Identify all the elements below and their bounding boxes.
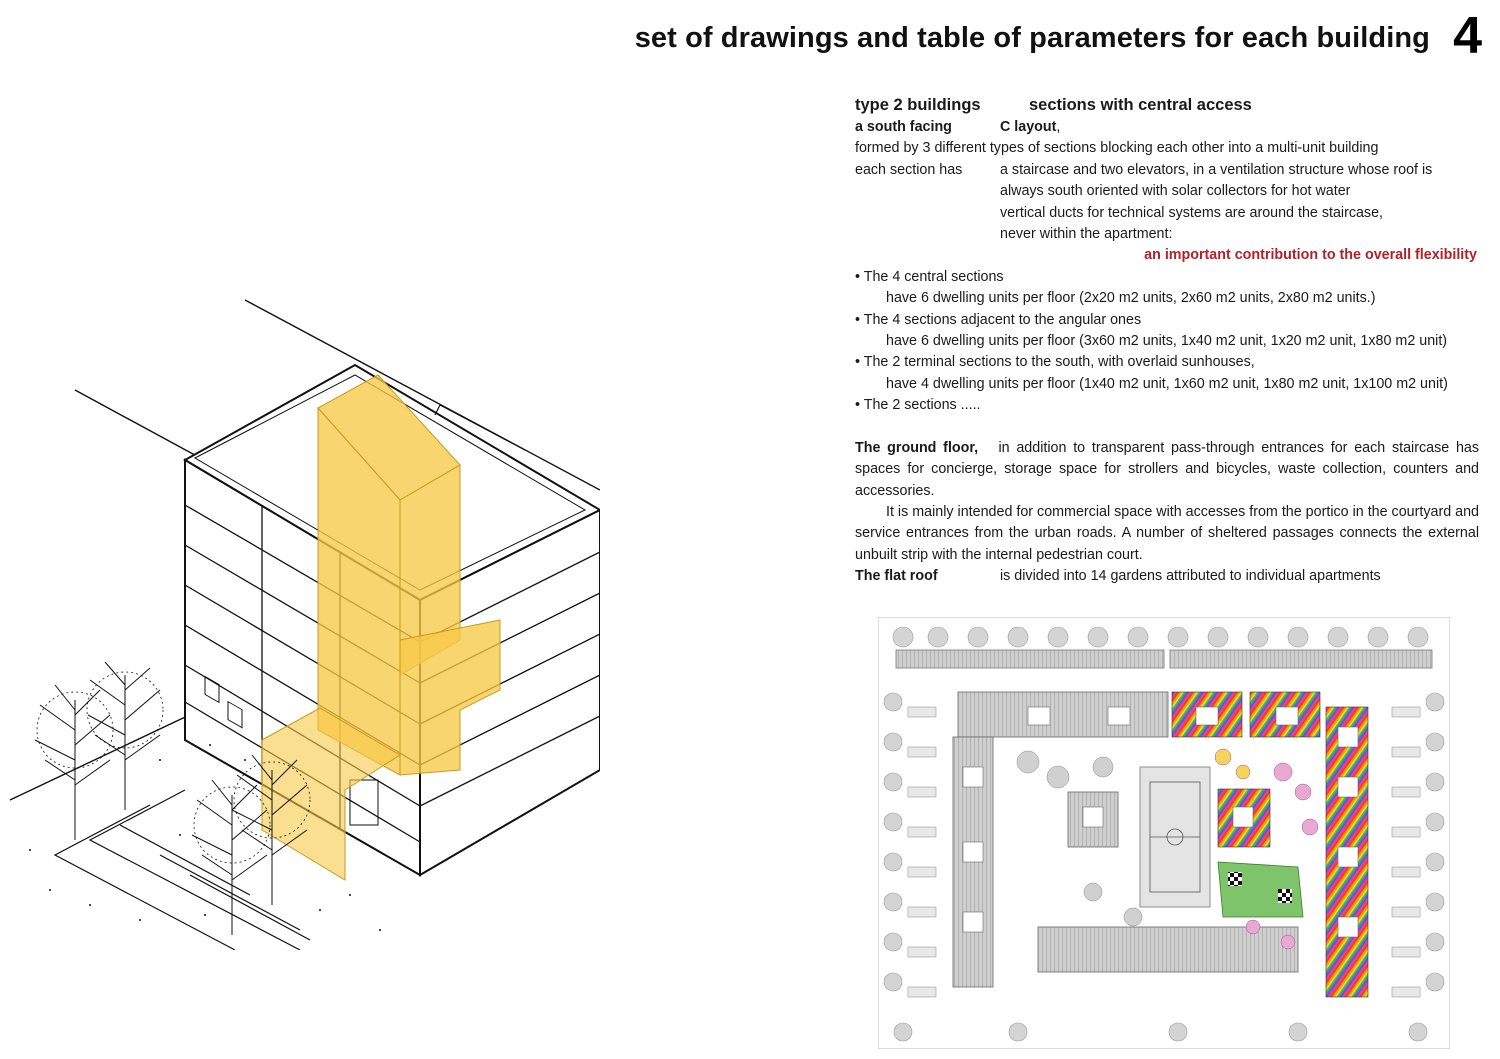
heading-building-type: type 2 buildings [855, 96, 981, 114]
each-section-row-2 [855, 181, 1485, 202]
ground-floor-paragraph [855, 438, 1479, 502]
orientation-label: a south facing [855, 119, 952, 135]
tree-icon [87, 662, 163, 810]
bullet-item: • The 2 sections ..... [855, 397, 981, 414]
tree-icon [35, 685, 113, 840]
highlight-text: an important contribution to the overall flexibility [1144, 247, 1477, 264]
bullet-item: • The 2 terminal sections to the south, with overlaid sunhouses, [855, 354, 1255, 371]
each-section-label: each section has [855, 161, 963, 178]
chess-board [1228, 872, 1242, 886]
bullet-detail: have 6 dwelling units per floor (3x60 m2 units, 1x40 m2 unit, 1x20 m2 unit, 1x80 m2 unit) [886, 332, 1448, 349]
each-section-line-1: a staircase and two elevators, in a ventilation structure whose roof is [1000, 161, 1433, 178]
formed-line [855, 138, 1485, 159]
bullet-item: • The 4 sections adjacent to the angular ones [855, 311, 1142, 328]
each-section-line-4: never within the apartment: [1000, 225, 1173, 242]
ground-floor-text: in addition to transparent pass-through entrances for each staircase has spaces for concierge, storage space for strollers and bicycles, waste collection, counters and accessories. [855, 439, 1480, 499]
highlight-row [855, 245, 1485, 266]
bullet-item: • The 4 central sections [855, 268, 1004, 285]
page-number: 4 [1453, 7, 1482, 65]
spacer [855, 416, 1485, 437]
description-text [855, 93, 1485, 588]
flat-roof-row [855, 566, 1485, 587]
site-plan [878, 617, 1450, 1049]
heading-section-type: sections with central access [1029, 96, 1252, 114]
each-section-row [855, 160, 1485, 181]
formed-text: formed by 3 different types of sections blocking each other into a multi-unit building [855, 140, 1379, 157]
page-title: set of drawings and table of parameters for each building [634, 22, 1430, 54]
chess-board [1278, 889, 1292, 903]
orientation-row [855, 117, 1485, 138]
flat-roof-label: The flat roof [855, 568, 938, 585]
flat-roof-text: is divided into 14 gardens attributed to individual apartments [1000, 568, 1381, 585]
commercial-paragraph: It is mainly intended for commercial space with accesses from the portico in the courtyard and service entrances from the urban roads. A number of sheltered passages connects the external unbuilt strip with the internal pedestrian court. [855, 504, 1479, 563]
layout-label: C layout [1000, 119, 1057, 135]
building-block [1170, 650, 1432, 668]
building-block [896, 650, 1164, 668]
axonometric-drawing [0, 290, 600, 950]
section-heading [855, 93, 1485, 117]
bullet-detail: have 4 dwelling units per floor (1x40 m2 unit, 1x60 m2 unit, 1x80 m2 unit, 1x100 m2 unit) [886, 375, 1448, 392]
each-section-line-2: always south oriented with solar collectors for hot water [1000, 183, 1351, 200]
each-section-row-4 [855, 224, 1485, 245]
layout-suffix: , [1056, 119, 1061, 135]
each-section-row-3 [855, 203, 1485, 224]
ground-floor-label: The ground floor, [855, 439, 979, 456]
each-section-line-3: vertical ducts for technical systems are around the staircase, [1000, 204, 1384, 221]
bullet-detail: have 6 dwelling units per floor (2x20 m2 units, 2x60 m2 units, 2x80 m2 units.) [886, 290, 1376, 307]
